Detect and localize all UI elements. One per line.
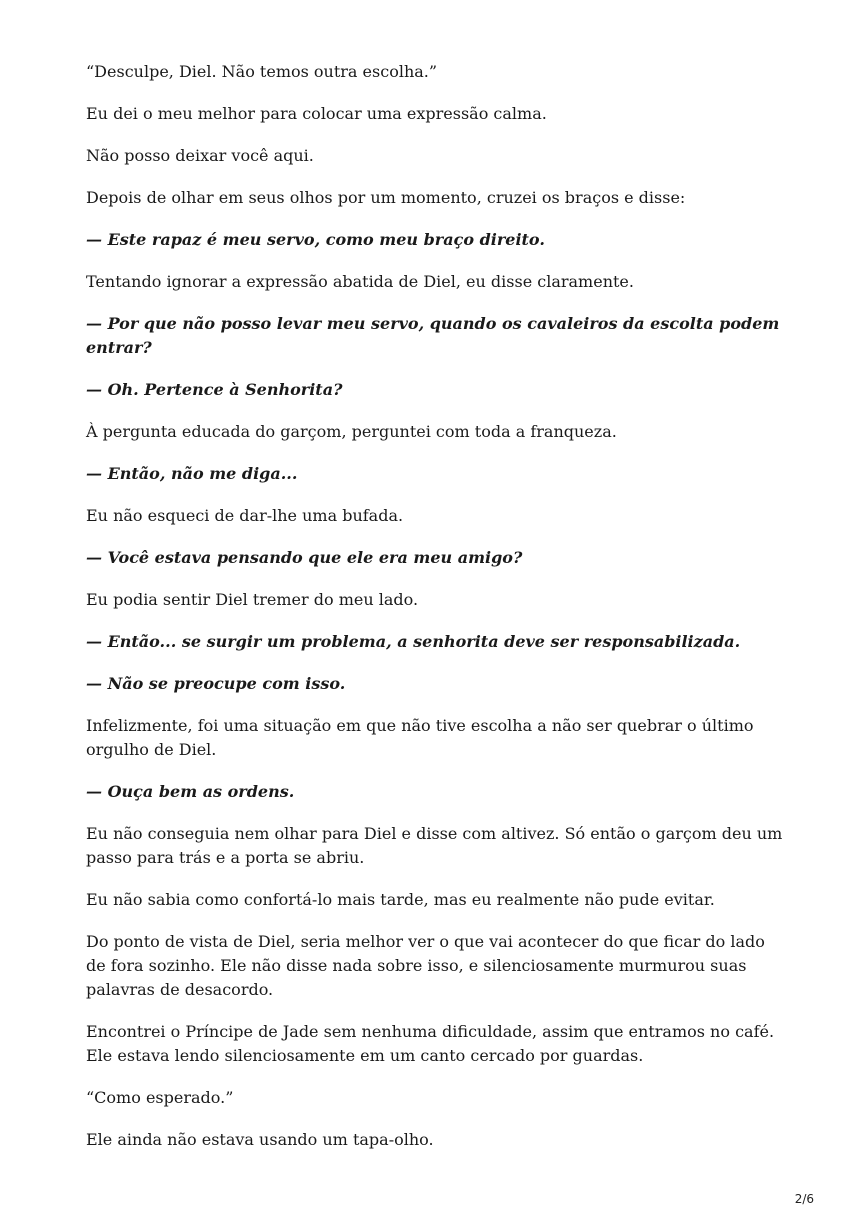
paragraph: Tentando ignorar a expressão abatida de Diel, eu disse claramente. — [86, 272, 634, 291]
paragraph: Eu não esqueci de dar-lhe uma bufada. — [86, 506, 404, 525]
paragraph: Eu não sabia como confortá-lo mais tarde, mas eu realmente não pude evitar. — [86, 890, 715, 909]
dialogue-line: — Este rapaz é meu servo, como meu braço direito. — [86, 230, 545, 249]
paragraph: Ele ainda não estava usando um tapa-olho. — [86, 1130, 434, 1149]
dialogue-line: — Por que não posso levar meu servo, quando os cavaleiros da escolta podem entrar? — [86, 314, 780, 357]
dialogue-line: — Ouça bem as ordens. — [86, 782, 295, 801]
dialogue-line: — Você estava pensando que ele era meu amigo? — [86, 548, 523, 567]
paragraph: Depois de olhar em seus olhos por um momento, cruzei os braços e disse: — [86, 188, 686, 207]
paragraph: Eu dei o meu melhor para colocar uma expressão calma. — [86, 104, 547, 123]
paragraph: “Como esperado.” — [86, 1088, 234, 1107]
dialogue-line: — Oh. Pertence à Senhorita? — [86, 380, 343, 399]
dialogue-line: — Então... se surgir um problema, a senhorita deve ser responsabilizada. — [86, 632, 741, 651]
paragraph: “Desculpe, Diel. Não temos outra escolha.” — [86, 62, 438, 81]
paragraph: Eu podia sentir Diel tremer do meu lado. — [86, 590, 419, 609]
paragraph: Não posso deixar você aqui. — [86, 146, 314, 165]
paragraph: Do ponto de vista de Diel, seria melhor ver o que vai acontecer do que ficar do lado de fora sozinho. Ele não disse nada sobre isso, e silenciosamente murmurou suas palavras de desacordo. — [86, 932, 765, 999]
paragraph: Encontrei o Príncipe de Jade sem nenhuma dificuldade, assim que entramos no café. Ele estava lendo silenciosamente em um canto cercado por guardas. — [86, 1022, 775, 1065]
paragraph: À pergunta educada do garçom, perguntei com toda a franqueza. — [86, 422, 617, 441]
paragraph: Infelizmente, foi uma situação em que não tive escolha a não ser quebrar o último orgulho de Diel. — [86, 716, 754, 759]
page-number: 2/6 — [794, 1192, 814, 1206]
dialogue-line: — Então, não me diga... — [86, 464, 298, 483]
dialogue-line: — Não se preocupe com isso. — [86, 674, 346, 693]
paragraph: Eu não conseguia nem olhar para Diel e disse com altivez. Só então o garçom deu um passo para trás e a porta se abriu. — [86, 824, 783, 867]
document-body — [86, 60, 786, 1170]
